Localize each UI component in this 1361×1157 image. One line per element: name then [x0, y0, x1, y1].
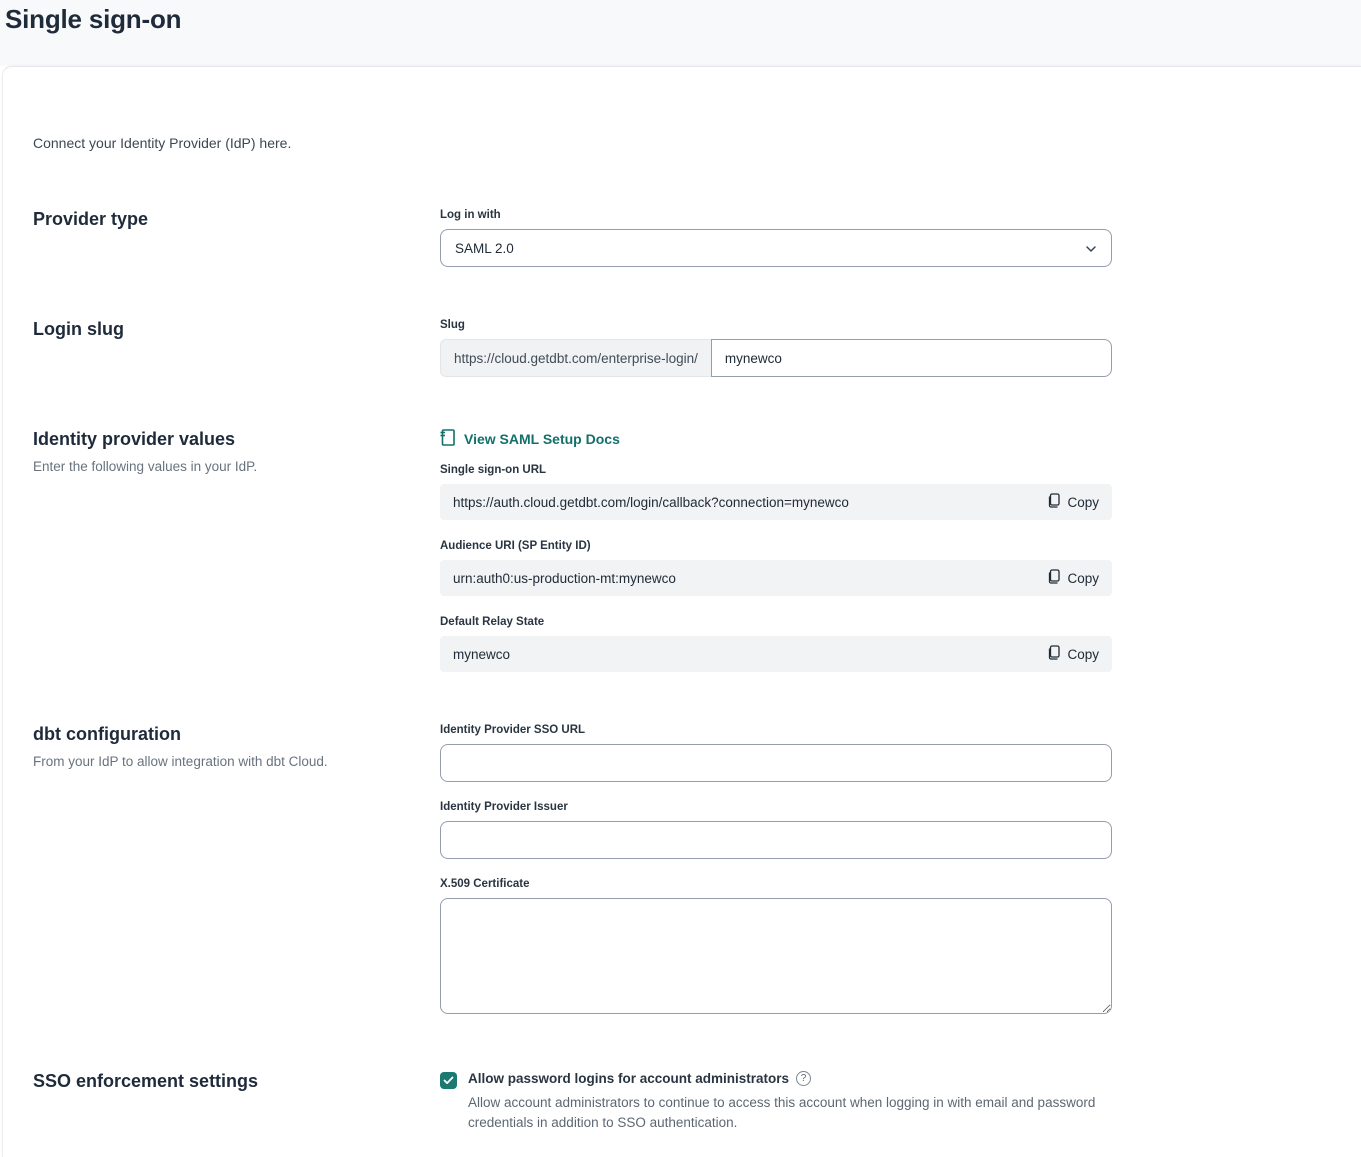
copy-icon: [1047, 493, 1060, 511]
view-saml-setup-docs-link[interactable]: [440, 429, 1112, 449]
idp-issuer-group: [440, 801, 1112, 859]
settings-card: [2, 66, 1361, 1157]
sso-url-group: [440, 464, 1112, 520]
sso-enforcement-heading: SSO enforcement settings: [33, 1071, 259, 1091]
sso-url-label: Single sign-on URL: [440, 464, 547, 476]
relay-state-label: Default Relay State: [440, 616, 545, 628]
audience-uri-group: [440, 540, 1112, 596]
check-icon: [443, 1076, 454, 1085]
relay-state-value: mynewco: [453, 646, 511, 662]
log-in-with-selected-value: SAML 2.0: [455, 240, 514, 256]
log-in-with-select[interactable]: [440, 229, 1112, 267]
x509-certificate-textarea[interactable]: [440, 898, 1112, 1014]
copy-label: Copy: [1067, 494, 1099, 510]
copy-label: Copy: [1067, 646, 1099, 662]
slug-field-group: [440, 339, 1112, 377]
idp-sso-url-input[interactable]: [440, 744, 1112, 782]
allow-password-logins-label: Allow password logins for account administrators: [468, 1071, 790, 1086]
chevron-down-icon: [1085, 241, 1097, 256]
provider-type-section: [33, 209, 1361, 267]
audience-uri-copy-button[interactable]: [1047, 569, 1099, 587]
x509-certificate-label: X.509 Certificate: [440, 878, 530, 890]
provider-type-heading: Provider type: [33, 209, 149, 229]
sso-url-copy-button[interactable]: [1047, 493, 1099, 511]
idp-values-heading: Identity provider values: [33, 429, 236, 449]
dbt-configuration-section: [33, 724, 1361, 1019]
audience-uri-label: Audience URI (SP Entity ID): [440, 540, 591, 552]
slug-prefix: https://cloud.getdbt.com/enterprise-login/: [440, 339, 711, 377]
relay-state-field: [440, 636, 1112, 672]
intro-text: Connect your Identity Provider (IdP) here.: [33, 135, 292, 151]
dbt-configuration-heading: dbt configuration: [33, 724, 181, 744]
idp-sso-url-label: Identity Provider SSO URL: [440, 724, 586, 736]
copy-label: Copy: [1067, 570, 1099, 586]
idp-values-section: [33, 429, 1361, 672]
sso-url-field: [440, 484, 1112, 520]
copy-icon: [1047, 569, 1060, 587]
relay-state-group: [440, 616, 1112, 672]
idp-sso-url-group: [440, 724, 1112, 782]
x509-certificate-group: [440, 878, 1112, 1019]
copy-icon: [1047, 645, 1060, 663]
page-title: Single sign-on: [5, 4, 182, 34]
allow-password-logins-description: Allow account administrators to continue to access this account when logging in with email and password credentials in addition to SSO authentication.: [468, 1095, 1096, 1130]
log-in-with-label: Log in with: [440, 209, 501, 221]
idp-issuer-input[interactable]: [440, 821, 1112, 859]
book-icon: [440, 429, 455, 449]
help-icon[interactable]: ?: [796, 1071, 811, 1086]
idp-values-subtext: Enter the following values in your IdP.: [33, 459, 258, 474]
audience-uri-field: [440, 560, 1112, 596]
allow-password-logins-checkbox[interactable]: [440, 1072, 457, 1089]
login-slug-section: [33, 319, 1361, 377]
relay-state-copy-button[interactable]: [1047, 645, 1099, 663]
slug-input[interactable]: [711, 339, 1112, 377]
page-header: [0, 0, 1361, 66]
allow-password-logins-row: [440, 1071, 1112, 1133]
slug-label: Slug: [440, 319, 465, 331]
sso-enforcement-section: [33, 1071, 1361, 1133]
login-slug-heading: Login slug: [33, 319, 124, 339]
dbt-configuration-subtext: From your IdP to allow integration with dbt Cloud.: [33, 754, 328, 769]
idp-issuer-label: Identity Provider Issuer: [440, 801, 568, 813]
view-saml-setup-docs-label: View SAML Setup Docs: [464, 431, 620, 447]
audience-uri-value: urn:auth0:us-production-mt:mynewco: [453, 570, 676, 586]
sso-url-value: https://auth.cloud.getdbt.com/login/callback?connection=mynewco: [453, 494, 849, 510]
